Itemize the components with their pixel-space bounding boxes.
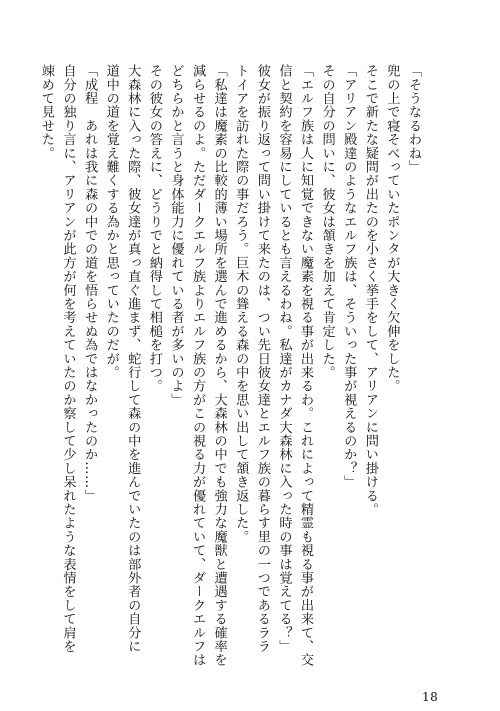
text-line: 彼女が振り返って問い掛けて来たのは、つい先日彼女達とエルフ族の暮らす里の一つであるララ: [254, 64, 270, 654]
text-line: 竦めて見せた。: [38, 64, 54, 160]
text-line: そこで新たな疑問が出たのを小さく挙手をして、アリアンに問い掛ける。: [362, 64, 378, 517]
text-line: 「成程 あれは我に森の中での道を悟らせぬ為ではなかったのか……」: [82, 64, 98, 503]
text-line: 「私達は魔素の比較的薄い場所を選んで進めるから、大森林の中でも強力な魔獣と遭遇する確率を: [211, 64, 227, 667]
text-line: 自分の独り言に、アリアンが此方が何を考えていたのか察して少し呆れたような表情をして肩を: [60, 64, 76, 654]
text-line: その自分の問いに、彼女は頷きを加えて肯定した。: [319, 64, 335, 380]
text-line: 「エルフ族は人に知覚できない魔素を視る事が出来るわ。これによって精霊も視る事が出来て、交: [298, 64, 314, 667]
text-line: その彼女の答えに、どうりでと納得して相槌を打つ。: [146, 64, 162, 393]
text-line: どちらかと言うと身体能力に優れている者が多いのよ」: [168, 64, 184, 407]
text-line: 兜の上で寝そべっていたポンタが大きく欠伸をした。: [384, 64, 400, 393]
text-line: 減らせるのよ。ただダークエルフ族よりエルフ族の方がこの視る力が優れていて、ダークエルフは: [190, 64, 206, 667]
text-line: 「そうなるわね」: [406, 64, 421, 174]
vertical-text-block: [35, 64, 424, 667]
text-line: 道中の道を覚え難くする為かと思っていたのだが。: [103, 64, 119, 380]
page-number: 18: [422, 690, 439, 704]
text-line: トイアを訪れた際の事だろう。巨木の聳える森の中を思い出して頷き返した。: [233, 64, 249, 544]
text-line: 大森林に入った際、彼女達が真っ直ぐ進まず、蛇行して森の中を進んでいたのは部外者の自分に: [125, 64, 141, 654]
text-line: 信と契約を容易にしているとも言えるわね。私達がカナダ大森林に入った時の事は覚えてる？」: [276, 64, 292, 654]
text-line: 「アリアン殿達のようなエルフ族は、そういった事が視えるのか？」: [341, 64, 357, 489]
